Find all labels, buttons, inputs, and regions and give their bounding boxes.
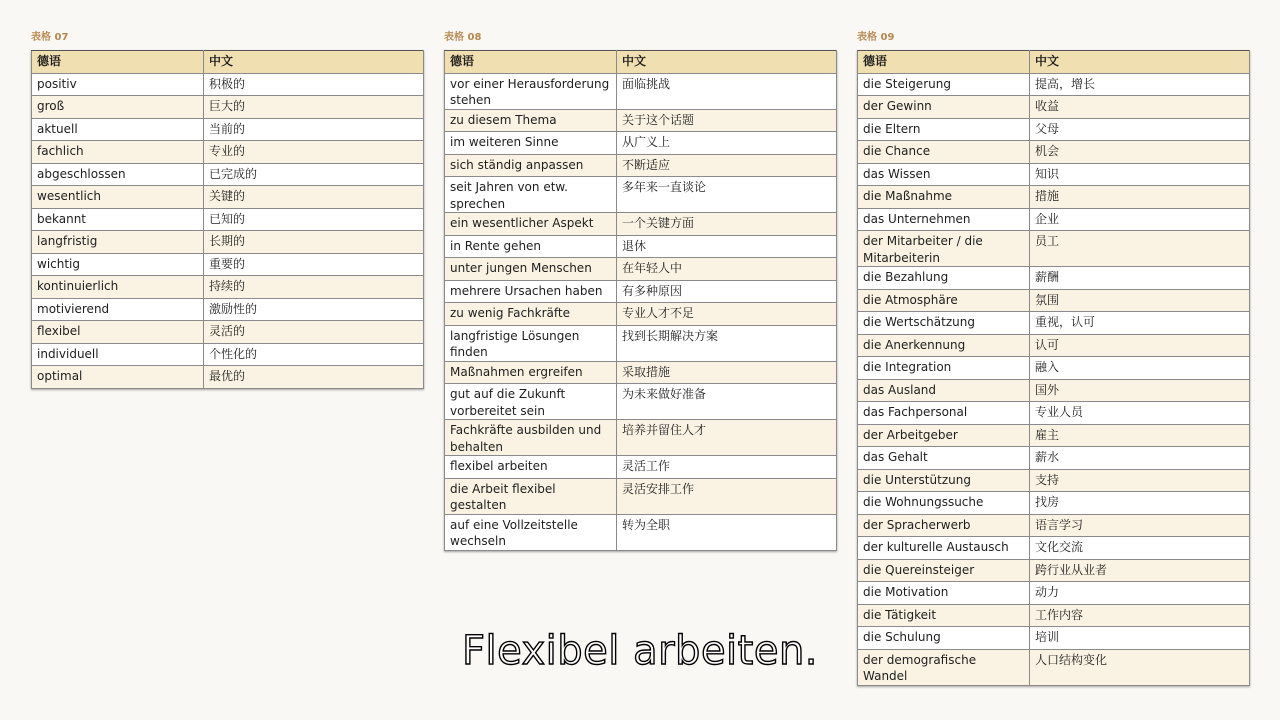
- chinese-term-cell: 融入: [1030, 357, 1250, 380]
- german-term-cell: Maßnahmen ergreifen: [445, 361, 617, 384]
- table-row: [32, 186, 424, 209]
- table-row: [32, 163, 424, 186]
- german-term-cell: die Tätigkeit: [858, 604, 1030, 627]
- german-term-cell: der demografische Wandel: [858, 649, 1030, 685]
- table-row: [445, 213, 837, 236]
- chinese-term-cell: 采取措施: [617, 361, 837, 384]
- table-row: [445, 303, 837, 326]
- chinese-term-cell: 为未来做好准备: [617, 384, 837, 420]
- german-term-cell: groß: [32, 96, 204, 119]
- chinese-term-cell: 持续的: [204, 276, 424, 299]
- chinese-term-cell: 国外: [1030, 379, 1250, 402]
- chinese-term-cell: 面临挑战: [617, 73, 837, 109]
- german-term-cell: die Motivation: [858, 582, 1030, 605]
- german-term-cell: ein wesentlicher Aspekt: [445, 213, 617, 236]
- table-row: [858, 514, 1250, 537]
- german-term-cell: der Spracherwerb: [858, 514, 1030, 537]
- chinese-term-cell: 培训: [1030, 627, 1250, 650]
- german-term-cell: flexibel: [32, 321, 204, 344]
- german-term-cell: zu diesem Thema: [445, 109, 617, 132]
- german-term-cell: die Integration: [858, 357, 1030, 380]
- chinese-term-cell: 企业: [1030, 208, 1250, 231]
- table-row: [858, 208, 1250, 231]
- table-09-container: [857, 30, 1250, 686]
- table-row: [858, 424, 1250, 447]
- table-row: [445, 109, 837, 132]
- german-term-cell: wesentlich: [32, 186, 204, 209]
- table-row: [32, 231, 424, 254]
- chinese-term-cell: 巨大的: [204, 96, 424, 119]
- table-row: [445, 235, 837, 258]
- table-row: [445, 420, 837, 456]
- table-row: [858, 267, 1250, 290]
- table-row: [858, 379, 1250, 402]
- chinese-term-cell: 重视，认可: [1030, 312, 1250, 335]
- german-term-cell: das Gehalt: [858, 447, 1030, 470]
- chinese-term-cell: 动力: [1030, 582, 1250, 605]
- chinese-term-cell: 语言学习: [1030, 514, 1250, 537]
- table-row: [445, 280, 837, 303]
- table-label: 表格 08: [444, 32, 482, 43]
- table-row: [445, 361, 837, 384]
- german-term-cell: die Wohnungssuche: [858, 492, 1030, 515]
- german-term-cell: langfristig: [32, 231, 204, 254]
- chinese-term-cell: 多年来一直谈论: [617, 177, 837, 213]
- german-term-cell: die Anerkennung: [858, 334, 1030, 357]
- table-row: [445, 384, 837, 420]
- header-chinese: 中文: [204, 51, 424, 74]
- german-term-cell: individuell: [32, 343, 204, 366]
- chinese-term-cell: 长期的: [204, 231, 424, 254]
- table-row: [858, 559, 1250, 582]
- chinese-term-cell: 氛围: [1030, 289, 1250, 312]
- german-term-cell: der kulturelle Austausch: [858, 537, 1030, 560]
- chinese-term-cell: 重要的: [204, 253, 424, 276]
- chinese-term-cell: 关于这个话题: [617, 109, 837, 132]
- table-row: [858, 492, 1250, 515]
- german-term-cell: die Chance: [858, 141, 1030, 164]
- table-row: [445, 456, 837, 479]
- header-chinese: 中文: [1030, 51, 1250, 74]
- table-row: [858, 231, 1250, 267]
- chinese-term-cell: 找到长期解决方案: [617, 325, 837, 361]
- german-term-cell: bekannt: [32, 208, 204, 231]
- chinese-term-cell: 培养并留住人才: [617, 420, 837, 456]
- german-term-cell: flexibel arbeiten: [445, 456, 617, 479]
- table-row: [445, 132, 837, 155]
- table-row: [858, 357, 1250, 380]
- table-row: [858, 186, 1250, 209]
- table-row: [445, 73, 837, 109]
- header-german: 德语: [32, 51, 204, 74]
- table-row: [858, 469, 1250, 492]
- chinese-term-cell: 员工: [1030, 231, 1250, 267]
- german-term-cell: das Wissen: [858, 163, 1030, 186]
- chinese-term-cell: 提高，增长: [1030, 73, 1250, 96]
- table-label: 表格 09: [857, 32, 895, 43]
- german-term-cell: langfristige Lösungen finden: [445, 325, 617, 361]
- chinese-term-cell: 激励性的: [204, 298, 424, 321]
- table-row: [32, 96, 424, 119]
- chinese-term-cell: 薪水: [1030, 447, 1250, 470]
- table-row: [445, 325, 837, 361]
- chinese-term-cell: 灵活安排工作: [617, 478, 837, 514]
- german-term-cell: der Arbeitgeber: [858, 424, 1030, 447]
- german-term-cell: wichtig: [32, 253, 204, 276]
- chinese-term-cell: 关键的: [204, 186, 424, 209]
- table-row: [858, 334, 1250, 357]
- table-row: [32, 298, 424, 321]
- chinese-term-cell: 雇主: [1030, 424, 1250, 447]
- table-row: [445, 258, 837, 281]
- german-term-cell: die Steigerung: [858, 73, 1030, 96]
- german-term-cell: positiv: [32, 73, 204, 96]
- chinese-term-cell: 不断适应: [617, 154, 837, 177]
- table-row: [445, 478, 837, 514]
- german-term-cell: der Mitarbeiter / die Mitarbeiterin: [858, 231, 1030, 267]
- german-term-cell: die Wertschätzung: [858, 312, 1030, 335]
- table-row: [32, 118, 424, 141]
- chinese-term-cell: 知识: [1030, 163, 1250, 186]
- table-row: [32, 141, 424, 164]
- table-row: [32, 73, 424, 96]
- table-row: [858, 118, 1250, 141]
- german-term-cell: die Eltern: [858, 118, 1030, 141]
- table-row: [858, 537, 1250, 560]
- german-term-cell: mehrere Ursachen haben: [445, 280, 617, 303]
- chinese-term-cell: 工作内容: [1030, 604, 1250, 627]
- table-row: [858, 73, 1250, 96]
- chinese-term-cell: 已知的: [204, 208, 424, 231]
- german-term-cell: motivierend: [32, 298, 204, 321]
- german-term-cell: das Unternehmen: [858, 208, 1030, 231]
- chinese-term-cell: 专业人员: [1030, 402, 1250, 425]
- german-term-cell: kontinuierlich: [32, 276, 204, 299]
- german-term-cell: Fachkräfte ausbilden und behalten: [445, 420, 617, 456]
- table-row: [858, 141, 1250, 164]
- german-term-cell: die Maßnahme: [858, 186, 1030, 209]
- table-row: [32, 343, 424, 366]
- table-row: [32, 366, 424, 389]
- chinese-term-cell: 父母: [1030, 118, 1250, 141]
- table-row: [32, 253, 424, 276]
- german-term-cell: das Ausland: [858, 379, 1030, 402]
- chinese-term-cell: 当前的: [204, 118, 424, 141]
- chinese-term-cell: 个性化的: [204, 343, 424, 366]
- german-term-cell: aktuell: [32, 118, 204, 141]
- header-german: 德语: [445, 51, 617, 74]
- header-german: 德语: [858, 51, 1030, 74]
- vocab-table-08: [444, 50, 837, 551]
- video-subtitle: Flexibel arbeiten.: [461, 628, 819, 674]
- table-row: [858, 163, 1250, 186]
- german-term-cell: das Fachpersonal: [858, 402, 1030, 425]
- table-row: [32, 276, 424, 299]
- chinese-term-cell: 已完成的: [204, 163, 424, 186]
- table-label: 表格 07: [31, 32, 69, 43]
- german-term-cell: vor einer Herausforderung stehen: [445, 73, 617, 109]
- german-term-cell: seit Jahren von etw. sprechen: [445, 177, 617, 213]
- chinese-term-cell: 找房: [1030, 492, 1250, 515]
- table-row: [32, 208, 424, 231]
- chinese-term-cell: 退休: [617, 235, 837, 258]
- german-term-cell: die Unterstützung: [858, 469, 1030, 492]
- table-07-container: [31, 30, 424, 389]
- table-row: [858, 312, 1250, 335]
- german-term-cell: der Gewinn: [858, 96, 1030, 119]
- chinese-term-cell: 灵活的: [204, 321, 424, 344]
- table-08-container: [444, 30, 837, 551]
- chinese-term-cell: 支持: [1030, 469, 1250, 492]
- chinese-term-cell: 从广义上: [617, 132, 837, 155]
- chinese-term-cell: 一个关键方面: [617, 213, 837, 236]
- table-row: [858, 402, 1250, 425]
- german-term-cell: optimal: [32, 366, 204, 389]
- vocab-table-09: [857, 50, 1250, 686]
- table-row: [32, 321, 424, 344]
- german-term-cell: die Schulung: [858, 627, 1030, 650]
- table-row: [445, 514, 837, 550]
- chinese-term-cell: 积极的: [204, 73, 424, 96]
- chinese-term-cell: 灵活工作: [617, 456, 837, 479]
- chinese-term-cell: 最优的: [204, 366, 424, 389]
- german-term-cell: unter jungen Menschen: [445, 258, 617, 281]
- chinese-term-cell: 措施: [1030, 186, 1250, 209]
- chinese-term-cell: 专业人才不足: [617, 303, 837, 326]
- german-term-cell: abgeschlossen: [32, 163, 204, 186]
- german-term-cell: auf eine Vollzeitstelle wechseln: [445, 514, 617, 550]
- german-term-cell: zu wenig Fachkräfte: [445, 303, 617, 326]
- table-row: [858, 582, 1250, 605]
- chinese-term-cell: 在年轻人中: [617, 258, 837, 281]
- chinese-term-cell: 薪酬: [1030, 267, 1250, 290]
- table-row: [858, 96, 1250, 119]
- table-row: [858, 447, 1250, 470]
- chinese-term-cell: 人口结构变化: [1030, 649, 1250, 685]
- chinese-term-cell: 专业的: [204, 141, 424, 164]
- german-term-cell: fachlich: [32, 141, 204, 164]
- german-term-cell: die Atmosphäre: [858, 289, 1030, 312]
- german-term-cell: gut auf die Zukunft vorbereitet sein: [445, 384, 617, 420]
- table-row: [858, 604, 1250, 627]
- german-term-cell: die Arbeit flexibel gestalten: [445, 478, 617, 514]
- german-term-cell: in Rente gehen: [445, 235, 617, 258]
- german-term-cell: sich ständig anpassen: [445, 154, 617, 177]
- german-term-cell: die Bezahlung: [858, 267, 1030, 290]
- vocab-table-07: [31, 50, 424, 389]
- chinese-term-cell: 机会: [1030, 141, 1250, 164]
- chinese-term-cell: 文化交流: [1030, 537, 1250, 560]
- table-row: [445, 154, 837, 177]
- chinese-term-cell: 跨行业从业者: [1030, 559, 1250, 582]
- table-row: [445, 177, 837, 213]
- chinese-term-cell: 转为全职: [617, 514, 837, 550]
- header-chinese: 中文: [617, 51, 837, 74]
- table-row: [858, 289, 1250, 312]
- chinese-term-cell: 有多种原因: [617, 280, 837, 303]
- german-term-cell: im weiteren Sinne: [445, 132, 617, 155]
- chinese-term-cell: 认可: [1030, 334, 1250, 357]
- chinese-term-cell: 收益: [1030, 96, 1250, 119]
- german-term-cell: die Quereinsteiger: [858, 559, 1030, 582]
